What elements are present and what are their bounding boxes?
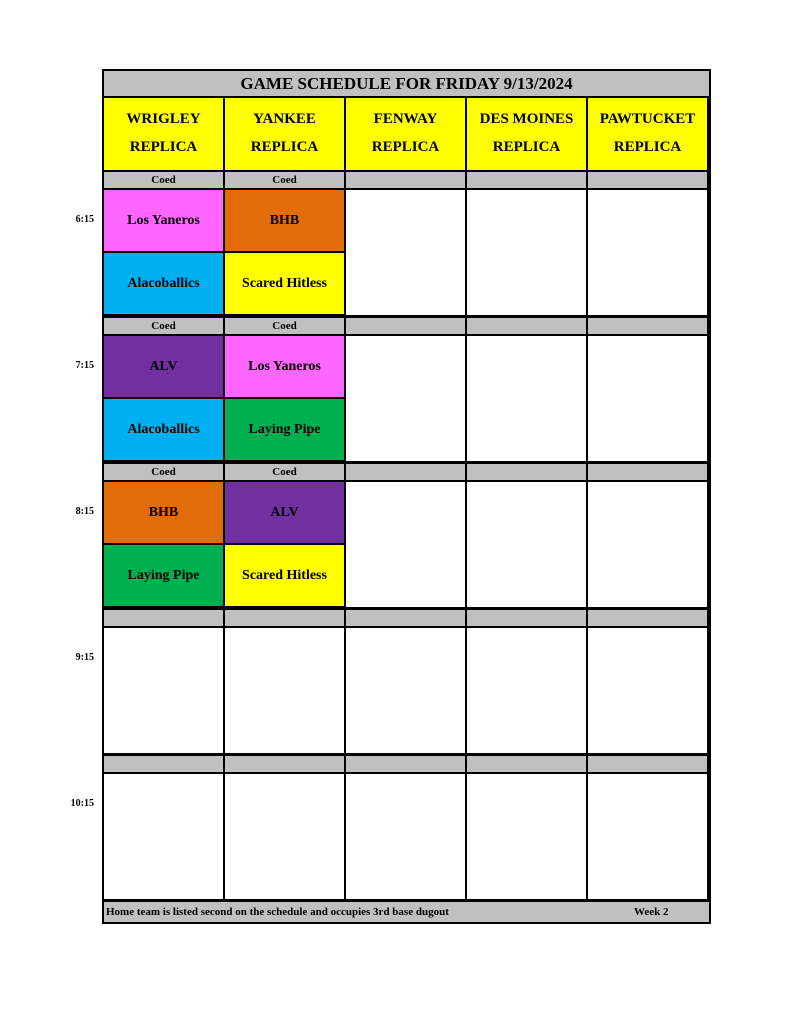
empty-game-cell xyxy=(467,774,586,899)
schedule-footer xyxy=(104,902,709,922)
field-header xyxy=(588,98,707,170)
slot-time: 6:15 xyxy=(75,214,94,225)
division-band: Coed xyxy=(225,464,344,480)
slot-time: 10:15 xyxy=(70,798,94,809)
division-band: Coed xyxy=(225,172,344,188)
home-team-cell: Scared Hitless xyxy=(225,253,344,314)
schedule-title: GAME SCHEDULE FOR FRIDAY 9/13/2024 xyxy=(104,71,709,96)
division-band xyxy=(588,610,707,626)
empty-game-cell xyxy=(588,628,707,753)
away-team-cell: Los Yaneros xyxy=(225,336,344,397)
home-team-cell: Alacoballics xyxy=(104,253,223,314)
division-band xyxy=(346,464,465,480)
empty-game-cell xyxy=(104,774,223,899)
empty-game-cell xyxy=(467,482,586,607)
field-name: DES MOINES xyxy=(479,111,574,127)
empty-game-cell xyxy=(588,482,707,607)
empty-game-cell xyxy=(467,628,586,753)
field-header xyxy=(346,98,465,170)
division-band: Coed xyxy=(225,318,344,334)
away-team-cell: Los Yaneros xyxy=(104,190,223,251)
division-band xyxy=(467,318,586,334)
slot-time: 7:15 xyxy=(75,360,94,371)
field-suffix: REPLICA xyxy=(371,139,440,155)
home-team-note: Home team is listed second on the schedule and occupies 3rd base dugout xyxy=(106,906,449,918)
division-band: Coed xyxy=(104,318,223,334)
empty-game-cell xyxy=(467,336,586,461)
schedule-grid xyxy=(102,69,711,924)
empty-game-cell xyxy=(346,774,465,899)
empty-game-cell xyxy=(346,628,465,753)
field-header xyxy=(225,98,344,170)
empty-game-cell xyxy=(225,628,344,753)
division-band xyxy=(467,172,586,188)
field-suffix: REPLICA xyxy=(250,139,319,155)
away-team-cell: BHB xyxy=(225,190,344,251)
slot-time: 8:15 xyxy=(75,506,94,517)
division-band xyxy=(588,464,707,480)
field-name: YANKEE xyxy=(253,111,316,127)
field-name: FENWAY xyxy=(373,111,438,127)
division-band xyxy=(104,610,223,626)
division-band xyxy=(104,756,223,772)
week-label: Week 2 xyxy=(634,906,669,918)
field-header xyxy=(467,98,586,170)
division-band xyxy=(346,318,465,334)
empty-game-cell xyxy=(346,336,465,461)
empty-game-cell xyxy=(104,628,223,753)
field-suffix: REPLICA xyxy=(129,139,198,155)
division-band xyxy=(225,610,344,626)
division-band xyxy=(467,756,586,772)
division-band xyxy=(346,172,465,188)
field-suffix: REPLICA xyxy=(613,139,682,155)
empty-game-cell xyxy=(588,774,707,899)
empty-game-cell xyxy=(467,190,586,315)
empty-game-cell xyxy=(588,190,707,315)
empty-game-cell xyxy=(588,336,707,461)
division-band xyxy=(346,610,465,626)
division-band xyxy=(467,610,586,626)
field-suffix: REPLICA xyxy=(492,139,561,155)
division-band xyxy=(346,756,465,772)
slot-time: 9:15 xyxy=(75,652,94,663)
division-band xyxy=(467,464,586,480)
empty-game-cell xyxy=(225,774,344,899)
away-team-cell: ALV xyxy=(104,336,223,397)
empty-game-cell xyxy=(346,482,465,607)
home-team-cell: Alacoballics xyxy=(104,399,223,460)
division-band xyxy=(588,756,707,772)
away-team-cell: ALV xyxy=(225,482,344,543)
division-band: Coed xyxy=(104,464,223,480)
division-band xyxy=(588,172,707,188)
field-name: WRIGLEY xyxy=(126,111,201,127)
field-name: PAWTUCKET xyxy=(599,111,696,127)
division-band: Coed xyxy=(104,172,223,188)
home-team-cell: Laying Pipe xyxy=(225,399,344,460)
division-band xyxy=(588,318,707,334)
empty-game-cell xyxy=(346,190,465,315)
division-band xyxy=(225,756,344,772)
away-team-cell: BHB xyxy=(104,482,223,543)
field-header xyxy=(104,98,223,170)
home-team-cell: Laying Pipe xyxy=(104,545,223,606)
home-team-cell: Scared Hitless xyxy=(225,545,344,606)
